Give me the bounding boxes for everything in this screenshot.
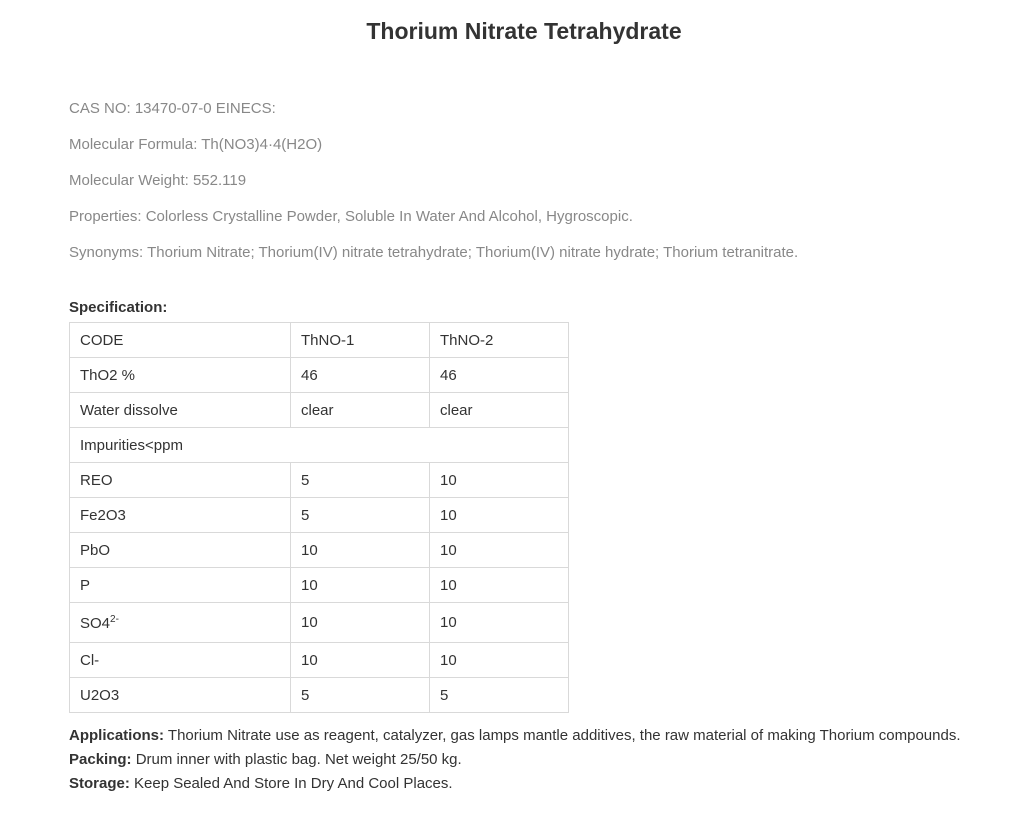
table-cell: 10 [291,533,430,568]
applications-label: Applications: [69,727,165,744]
table-cell: ThO2 % [70,358,291,393]
table-cell: Water dissolve [70,393,291,428]
packing [69,748,961,772]
table-cell: 10 [430,533,569,568]
synonyms: Synonyms: Thorium Nitrate; Thorium(IV) nitrate tetrahydrate; Thorium(IV) nitrate hydrate; Thorium tetranitrate. [69,244,799,261]
table-cell: 10 [291,643,430,678]
table-cell: 10 [291,603,430,643]
table-cell: ThNO-1 [291,323,430,358]
page-title: Thorium Nitrate Tetrahydrate [366,18,682,44]
table-cell: 46 [291,358,430,393]
table-cell: 5 [291,498,430,533]
storage-text: Keep Sealed And Store In Dry And Cool Places. [129,775,453,792]
molecular-formula: Molecular Formula: Th(NO3)4·4(H2O) [69,136,323,153]
table-cell: PbO [70,533,291,568]
table-row [70,463,569,498]
table-cell: Cl- [70,643,291,678]
specification-heading: Specification: [69,299,168,316]
molecular-weight: Molecular Weight: 552.119 [69,172,247,189]
properties: Properties: Colorless Crystalline Powder, Soluble In Water And Alcohol, Hygroscopic. [69,208,633,225]
table-cell: 10 [430,603,569,643]
table-cell: 10 [430,643,569,678]
packing-label: Packing: [69,751,132,768]
table-row [70,603,569,643]
applications [69,724,961,748]
so4-charge: 2- [110,613,119,625]
specification-table [69,322,569,713]
table-row [70,393,569,428]
table-cell: CODE [70,323,291,358]
table-row [70,533,569,568]
table-header-row [70,323,569,358]
table-cell: U2O3 [70,678,291,713]
product-notes [69,724,961,796]
table-row [70,643,569,678]
cas-number: CAS NO: 13470-07-0 EINECS: [69,100,276,117]
table-row [70,568,569,603]
impurities-label: Impurities<ppm [70,428,569,463]
table-cell: 10 [430,568,569,603]
table-cell: clear [430,393,569,428]
table-row [70,498,569,533]
table-row [70,358,569,393]
table-cell: clear [291,393,430,428]
table-cell: 46 [430,358,569,393]
table-cell [70,603,291,643]
table-cell: 10 [430,498,569,533]
table-cell: 5 [291,463,430,498]
storage [69,772,961,796]
table-cell: Fe2O3 [70,498,291,533]
impurities-row [70,428,569,463]
product-info [69,96,798,276]
table-cell: 10 [430,463,569,498]
packing-text: Drum inner with plastic bag. Net weight 25/50 kg. [131,751,462,768]
applications-text: Thorium Nitrate use as reagent, catalyzer, gas lamps mantle additives, the raw material of making Thorium compounds. [164,727,961,744]
table-cell: P [70,568,291,603]
table-row [70,678,569,713]
table-cell: ThNO-2 [430,323,569,358]
table-cell: REO [70,463,291,498]
table-cell: 10 [291,568,430,603]
table-cell: 5 [430,678,569,713]
so4-label: SO4 [80,614,111,632]
table-cell: 5 [291,678,430,713]
storage-label: Storage: [69,775,130,792]
